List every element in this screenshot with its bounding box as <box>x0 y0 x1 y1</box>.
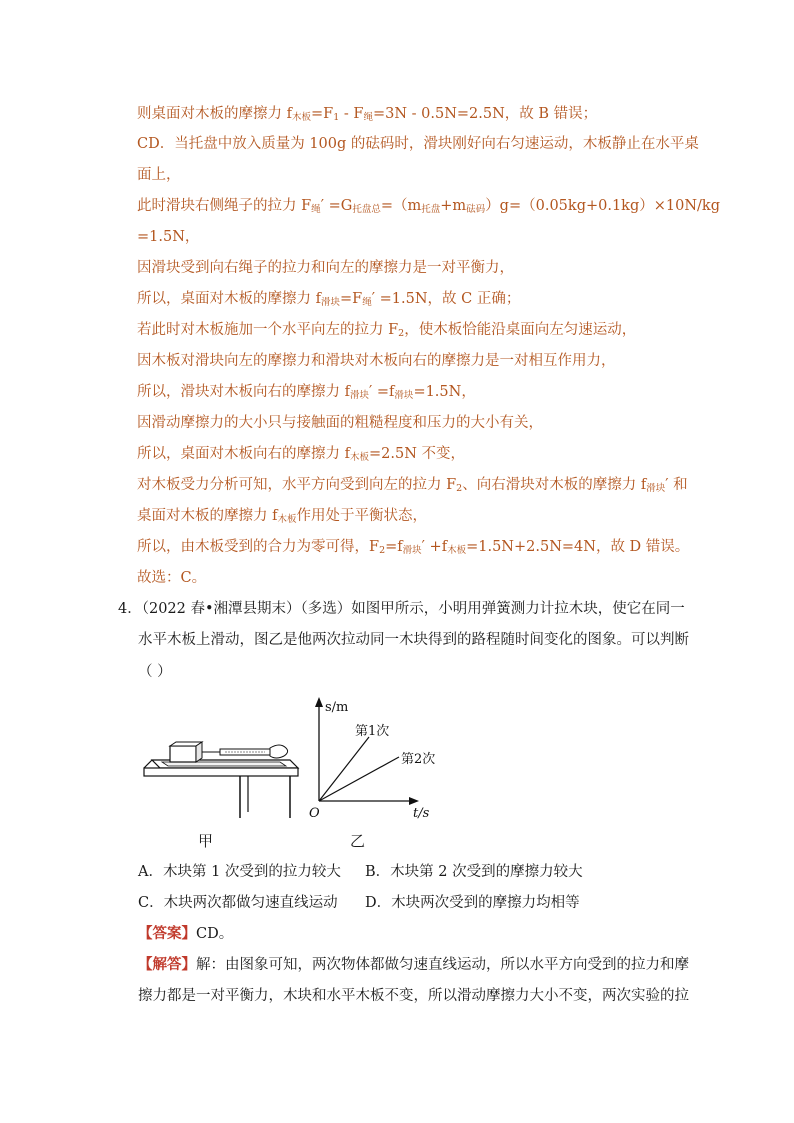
analysis-line-1: 【解答】解：由图象可知，两次物体都做匀速直线运动，所以水平方向受到的拉力和摩 <box>138 956 689 973</box>
solution-line-13: 对木板受力分析可知，水平方向受到向左的拉力 $F_2$、向右滑块对木板的摩擦力 $f_{滑块}'$ 和 <box>137 477 688 494</box>
option-d[interactable]: D．木块两次受到的摩擦力均相等 <box>365 895 580 911</box>
solution-line-3: 面上， <box>137 167 181 183</box>
s-axis-arrow <box>315 697 323 707</box>
solution-line-8: 若此时对木板施加一个水平向左的拉力 $F_2$，使木板恰能沿桌面向左匀速运动， <box>137 322 637 339</box>
option-c[interactable]: C．木块两次都做匀速直线运动 <box>138 895 338 911</box>
table-edge <box>144 768 298 776</box>
solution-line-7: 所以，桌面对木板的摩擦力 $f_{滑块}=F_绳' =1.5N$，故 C 正确； <box>137 291 521 308</box>
solution-line-10: 所以，滑块对木板向右的摩擦力 $f_{滑块}' =f_{滑块}=1.5N$， <box>137 384 476 401</box>
figure-yi-label: 乙 <box>350 832 366 850</box>
solution-line-1: 则桌面对木板的摩擦力 $f_{木板}=F_1 - F_绳=3N - 0.5N=2.5N$，故 B 错误； <box>137 106 598 123</box>
solution-line-12: 所以，桌面对木板向右的摩擦力 $f_{木板}=2.5N$ 不变， <box>137 446 466 463</box>
solution-line-9: 因木板对滑块向左的摩擦力和滑块对木板向右的摩擦力是一对相互作用力， <box>137 353 616 369</box>
solution-line-14: 桌面对木板的摩擦力 $f_{木板}$作用处于平衡状态， <box>137 508 427 525</box>
solution-line-2: CD．当托盘中放入质量为 100g 的砝码时，滑块刚好向右匀速运动，木板静止在水平桌 <box>137 136 699 152</box>
solution-line-15: 所以，由木板受到的合力为零可得，$F_2=f_{滑块}' +f_{木板}=1.5N+2.5N=4N$，故 D 错误。 <box>137 539 690 556</box>
second-trial-label: 第2次 <box>401 752 436 767</box>
wooden-block <box>170 746 196 762</box>
solution-line-5: =1.5N， <box>137 229 200 245</box>
solution-line-6: 因滑块受到向右绳子的拉力和向左的摩擦力是一对平衡力， <box>137 260 514 276</box>
question-4-line-3: （ ） <box>138 664 172 680</box>
solution-line-11: 因滑动摩擦力的大小只与接触面的粗糙程度和压力的大小有关， <box>137 415 543 431</box>
t-axis-label: t/s <box>413 806 430 821</box>
solution-line-16: 故选：C。 <box>137 570 207 586</box>
answer-value: CD。 <box>196 926 234 942</box>
first-trial-label: 第1次 <box>355 724 390 739</box>
figure-jia-apparatus <box>140 740 300 820</box>
option-b[interactable]: B．木块第 2 次受到的摩擦力较大 <box>365 864 583 880</box>
hand <box>270 745 288 758</box>
line-second-trial <box>319 757 399 801</box>
answer-line <box>138 924 233 944</box>
solution-line-4: 此时滑块右侧绳子的拉力 $F_绳' =G_{托盘总}=(m_{托盘}+m_{砝码})g=(0.05kg+0.1kg)\times 10N/kg$ <box>137 198 720 215</box>
option-a[interactable]: A．木块第 1 次受到的拉力较大 <box>138 864 341 880</box>
figure-yi-st-graph <box>305 695 445 825</box>
question-4-line-2: 水平木板上滑动，图乙是他两次拉动同一木块得到的路程随时间变化的图象。可以判断 <box>138 632 689 648</box>
s-axis-label: s/m <box>325 700 349 715</box>
analysis-line-2: 擦力都是一对平衡力，木块和水平木板不变，所以滑动摩擦力大小不变，两次实验的拉 <box>138 988 689 1004</box>
figure-jia-label: 甲 <box>198 832 214 850</box>
t-axis-arrow <box>409 797 419 805</box>
answer-tag: 【答案】 <box>138 925 196 942</box>
question-4-line-1: 4．（2022 春•湘潭县期末）（多选）如图甲所示，小明用弹簧测力计拉木块，使它在同一 <box>118 601 685 617</box>
line-first-trial <box>319 737 369 801</box>
analysis-tag: 【解答】 <box>138 956 196 973</box>
origin-label: O <box>309 806 320 821</box>
